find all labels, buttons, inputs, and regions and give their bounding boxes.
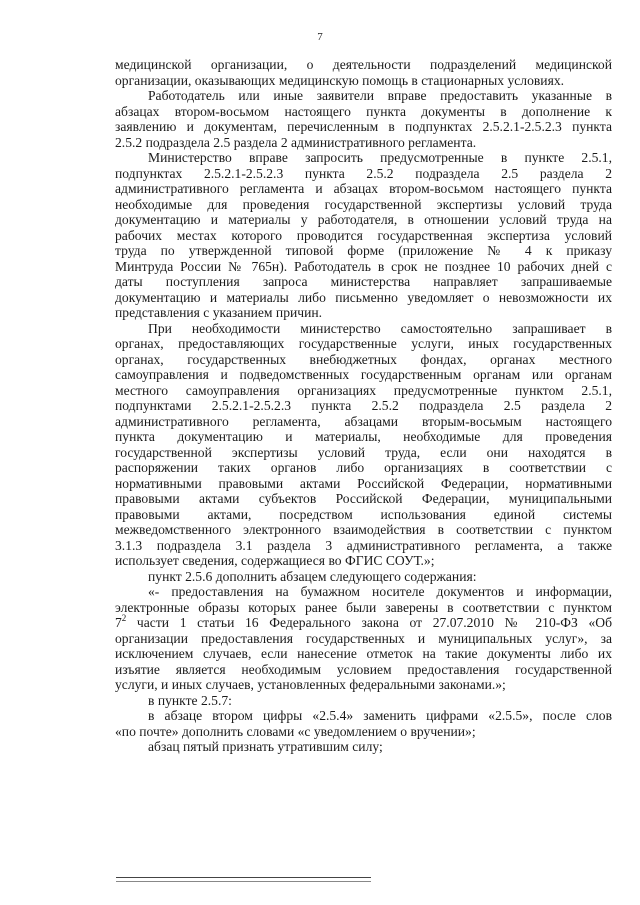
text-line: «по почте» дополнить словами «с уведомлением о вручении»;	[115, 723, 476, 739]
text-line: пункта документацию и материалы, необходимые для проведения	[115, 429, 612, 444]
text-line: абзацах втором-восьмом настоящего пункта документы в дополнение к	[115, 103, 612, 119]
text-line: органах, предоставляющих государственные услуги, иных государственных	[115, 336, 612, 351]
text-line: Министерство вправе запросить предусмотренные в пункте 2.5.1,	[148, 150, 612, 165]
text-line: административного регламента и абзацах втором-восьмом настоящего пункта	[115, 181, 612, 196]
text-line: правовыми актами субъектов Российской Федерации, муниципальными	[115, 491, 612, 506]
text-line: использует сведения, содержащиеся во ФГИС СОУТ.»;	[115, 553, 435, 568]
text-line: «- предоставления на бумажном носителе документов и информации,	[148, 584, 612, 599]
text-line: даты поступления запроса министерства направляет запрашиваемые	[115, 274, 612, 289]
document-body	[115, 57, 612, 755]
text-line: организации предоставления государственных и муниципальных услуг», за	[115, 630, 612, 646]
text-line: правовыми актами, посредством использования единой системы	[115, 506, 612, 522]
text-line: услуги, и иных случаев, установленных федеральными законами.»;	[115, 677, 506, 692]
text-line: административного регламента, абзацами вторым-восьмым настоящего	[115, 413, 612, 429]
text-line: нормативными правовыми актами Российской Федерации, нормативными	[115, 475, 612, 491]
text-line: 3.1.3 подраздела 3.1 раздела 3 административного регламента, а также	[115, 537, 612, 553]
page-number: 7	[317, 31, 323, 43]
text-line: исключением случаев, если нанесение отметок на такие документы либо их	[115, 646, 612, 661]
text-line: медицинской организации, о деятельности подразделений медицинской	[115, 57, 612, 72]
text-line: документацию и материалы у работодателя, в отношении условий труда на	[115, 212, 612, 227]
text-line: рабочих местах которого проводится государственная экспертиза условий	[115, 227, 612, 243]
text-line: распоряжении таких органов либо организациях в соответствии с	[115, 460, 612, 475]
text-line: местного самоуправления организациях предусмотренные пунктом 2.5.1,	[115, 382, 612, 398]
text-line: представления с указанием причин.	[115, 305, 323, 320]
text-line: заявлению и документам, перечисленным в подпунктах 2.5.2.1-2.5.2.3 пункта	[115, 119, 612, 134]
text-line: Работодатель или иные заявители вправе предоставить указанные в	[148, 88, 612, 103]
text-line: документацию и материалы либо письменно уведомляет о невозможности их	[115, 289, 612, 305]
text-line: в пункте 2.5.7:	[148, 692, 232, 708]
text-line: При необходимости министерство самостоятельно запрашивает в	[148, 320, 612, 336]
text-line: органах, государственных внебюджетных фондах, органах местного	[115, 351, 612, 367]
footer-rule-secondary	[116, 881, 371, 882]
text-line: межведомственного электронного взаимодействия в соответствии с пунктом	[115, 522, 612, 537]
text-line: труда по утвержденной типовой форме (приложение № 4 к приказу	[115, 243, 612, 258]
text-line: Минтруда России № 765н). Работодатель в срок не позднее 10 рабочих дней с	[115, 258, 612, 274]
text-line: самоуправления и подведомственных государственным органам или органам	[115, 367, 612, 382]
text-line: абзац пятый признать утратившим силу;	[148, 739, 383, 754]
superscript: 2	[121, 613, 127, 623]
text-line: подпунктами 2.5.2.1-2.5.2.3 пункта 2.5.2 подраздела 2.5 раздела 2	[115, 398, 612, 413]
text-line: 2.5.2 подраздела 2.5 раздела 2 административного регламента.	[115, 134, 477, 150]
text-line: электронные образы которых ранее были заверены в соответствии с пунктом	[115, 599, 612, 615]
text-line: $7^2$ части 1 статьи 16 Федерального закона от 27.07.2010 № 210-ФЗ «Об	[115, 613, 612, 630]
text-line: государственной экспертизы условий труда, если они находятся в	[115, 444, 612, 460]
text-line: организации, оказывающих медицинскую помощь в стационарных условиях.	[115, 72, 565, 88]
text-line: изъятие является необходимым условием предоставления государственной	[115, 661, 612, 677]
text-line: пункт 2.5.6 дополнить абзацем следующего содержания:	[148, 568, 477, 584]
footer-rule	[116, 877, 371, 878]
text-line: в абзаце втором цифры «2.5.4» заменить цифрами «2.5.5», после слов	[148, 708, 612, 723]
text-line: необходимые для проведения государственной экспертизы условий труда	[115, 196, 612, 212]
text-line: подпунктах 2.5.2.1-2.5.2.3 пункта 2.5.2 подраздела 2.5 раздела 2	[115, 165, 612, 181]
